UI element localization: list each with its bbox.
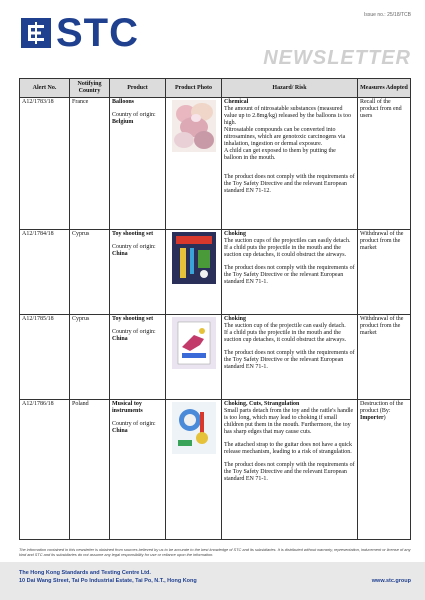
table-row xyxy=(20,98,411,230)
hazard-text: The amount of nitrosatable substances (measured value up to 2.8mg/kg) released by the balloons is too high. xyxy=(224,106,351,126)
product-name: Balloons xyxy=(112,99,135,105)
hazard-title: Chemical xyxy=(224,99,249,105)
hazard-cell xyxy=(222,230,358,315)
column-header: Measures Adopted xyxy=(358,79,411,98)
product-cell xyxy=(110,315,166,400)
footer-website-link[interactable]: www.stc.group xyxy=(371,578,411,584)
alerts-table xyxy=(19,78,411,540)
measures-suffix: ) xyxy=(383,415,386,421)
product-name: Musical toy instruments xyxy=(112,401,143,414)
product-photo-cell xyxy=(166,400,222,540)
table-header-row xyxy=(20,79,411,98)
product-cell xyxy=(110,98,166,230)
hazard-text: The suction cup of the projectile can easily detach. xyxy=(224,323,346,329)
shooting-set-photo xyxy=(172,232,216,284)
product-cell xyxy=(110,400,166,540)
compliance-text: The product does not comply with the requirements of the Toy Safety Directive and the relevant European standard EN 71-1. xyxy=(224,462,355,482)
alerts-table-container xyxy=(19,78,410,540)
alert-number: A12/1785/18 xyxy=(20,315,70,400)
origin-country: China xyxy=(112,428,128,434)
hazard-cell xyxy=(222,315,358,400)
product-name: Toy shooting set xyxy=(112,316,154,322)
compliance-text: The product does not comply with the requirements of the Toy Safety Directive or the relevant European standard EN 71-1. xyxy=(224,350,355,370)
hazard-text: The attached strap to the guitar does not have a quick release mechanism, leading to a risk of strangulation. xyxy=(224,442,352,455)
measures-adopted: Recall of the product from end users xyxy=(358,98,411,230)
notifying-country: Cyprus xyxy=(70,315,110,400)
hazard-cell xyxy=(222,400,358,540)
origin-label: Country of origin: xyxy=(112,244,156,250)
disclaimer-text: The information contained in this newsletter is obtained from sources believed by us to be accurate to the best knowledge of STC and its subsidiaries. It is distributed without warranty, representation, inducement or license of any kind and STC and its subsidiaries do not assume any legal responsibility for use or reliance upon the information. xyxy=(19,547,411,557)
hazard-text: Nitrosatable compounds can be converted into nitrosamines, which are genotoxic carcinogens via inhalation, ingestion or dermal exposure. xyxy=(224,127,346,147)
notifying-country: Cyprus xyxy=(70,230,110,315)
hazard-title: Choking xyxy=(224,231,247,237)
column-header: Product Photo xyxy=(166,79,222,98)
origin-country: China xyxy=(112,251,128,257)
origin-country: China xyxy=(112,336,128,342)
measures-adopted: Withdrawal of the product from the market xyxy=(358,315,411,400)
hazard-title: Choking, Cuts, Strangulation xyxy=(224,401,300,407)
musical-toy-photo xyxy=(172,402,216,454)
measures-text: Destruction of the product (By: xyxy=(360,401,404,414)
measures-adopted: Withdrawal of the product from the market xyxy=(358,230,411,315)
origin-country: Belgium xyxy=(112,119,134,125)
measures-adopted-cell xyxy=(358,400,411,540)
table-row xyxy=(20,230,411,315)
notifying-country: France xyxy=(70,98,110,230)
newsletter-title: NEWSLETTER xyxy=(263,47,411,69)
hazard-title: Choking xyxy=(224,316,247,322)
brand-name: STC xyxy=(56,11,139,55)
alert-number: A12/1784/18 xyxy=(20,230,70,315)
origin-label: Country of origin: xyxy=(112,329,156,335)
compliance-text: The product does not comply with the requirements of the Toy Safety Directive or the relevant European standard EN 71-1. xyxy=(224,265,355,285)
column-header: Hazard/ Risk xyxy=(222,79,358,98)
product-photo-cell xyxy=(166,230,222,315)
column-header: Notifying Country xyxy=(70,79,110,98)
hazard-text: If a child puts the projectile in the mouth and the suction cup detaches, it could obstruct the airways. xyxy=(224,330,347,343)
page-header xyxy=(0,0,425,80)
hazard-text: The suction cups of the projectiles can easily detach. xyxy=(224,238,351,244)
footer-address: 10 Dai Wang Street, Tai Po Industrial Estate, Tai Po, N.T., Hong Kong xyxy=(19,578,197,584)
origin-label: Country of origin: xyxy=(112,421,156,427)
column-header: Product xyxy=(110,79,166,98)
hazard-text: Small parts detach from the toy and the rattle's handle is too long, which may lead to choking if small children put them in the mouth. Furthermore, the toy has sharp edges that may cause cuts. xyxy=(224,408,354,435)
hazard-cell xyxy=(222,98,358,230)
issue-number: Issue no.: 25/18/TCB xyxy=(364,12,411,18)
table-row xyxy=(20,315,411,400)
alert-number: A12/1786/18 xyxy=(20,400,70,540)
footer-company: The Hong Kong Standards and Testing Centre Ltd. xyxy=(19,570,151,576)
product-photo-cell xyxy=(166,315,222,400)
compliance-text: The product does not comply with the requirements of the Toy Safety Directive and the relevant European standard EN 71-12. xyxy=(224,174,355,194)
product-cell xyxy=(110,230,166,315)
stc-logo-icon xyxy=(21,18,51,48)
measures-actor: Importer xyxy=(360,415,384,421)
balloons-photo xyxy=(172,100,216,152)
alert-number: A12/1783/18 xyxy=(20,98,70,230)
hazard-text: If a child puts the projectile in the mouth and the suction cup detaches, it could obstruct the airways. xyxy=(224,245,347,258)
hazard-text: A child can get exposed to them by putting the balloon in the mouth. xyxy=(224,148,336,161)
product-name: Toy shooting set xyxy=(112,231,154,237)
notifying-country: Poland xyxy=(70,400,110,540)
column-header: Alert No. xyxy=(20,79,70,98)
product-photo-cell xyxy=(166,98,222,230)
table-row xyxy=(20,400,411,540)
origin-label: Country of origin: xyxy=(112,112,156,118)
shooting-set-photo-2 xyxy=(172,317,216,369)
